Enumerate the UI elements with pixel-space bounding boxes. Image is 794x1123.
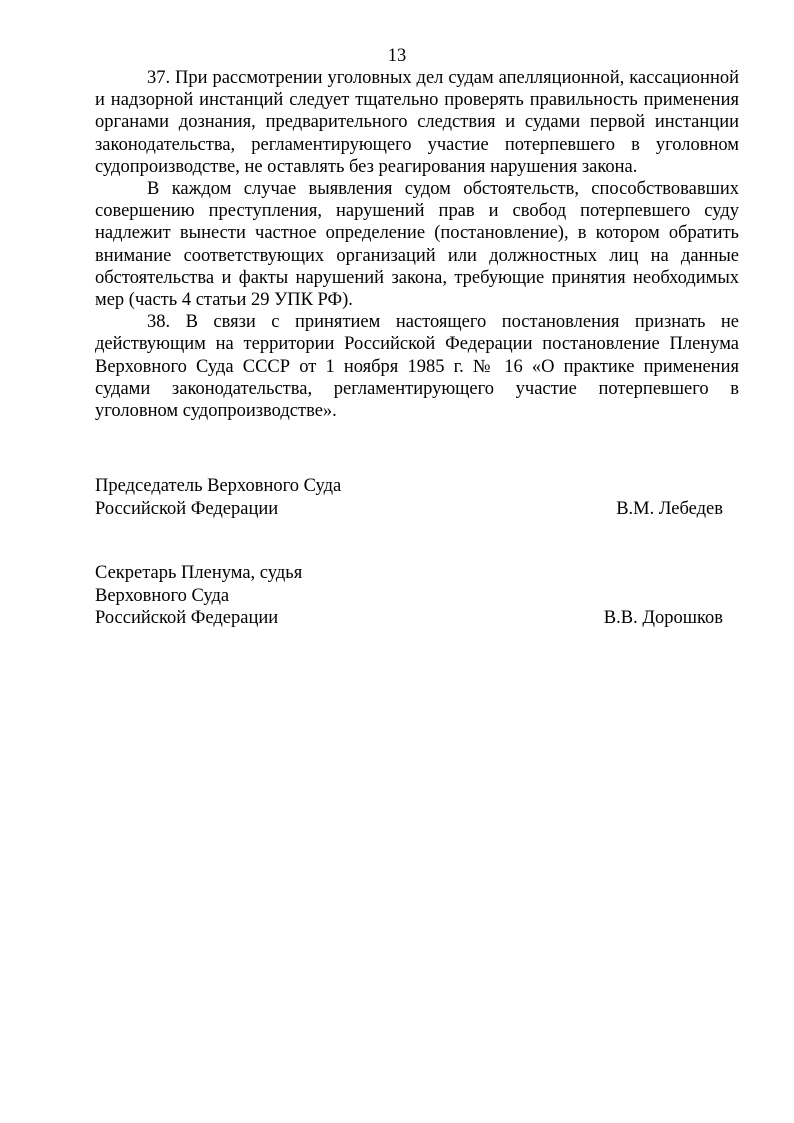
secretary-name: В.В. Дорошков <box>603 608 723 628</box>
chairman-title-line-2 <box>95 498 739 521</box>
paragraph-37-continuation: В каждом случае выявления судом обстоятельств, способствовавших совершению преступления, нарушений прав и свобод потерпевшего суду надлежит вынести частное определение (постановление), в котором обратить внимание соответствующих организаций или должностных лиц на данные обстоятельства и факты нарушений закона, требующие принятия необходимых мер (часть 4 статьи 29 УПК РФ). <box>95 179 739 311</box>
document-body <box>95 67 739 422</box>
chairman-signature-block <box>95 475 739 520</box>
page-number: 13 <box>387 46 407 66</box>
secretary-signature-block <box>95 562 739 630</box>
secretary-title-line-3-text: Российской Федерации <box>95 608 279 628</box>
paragraph-37: 37. При рассмотрении уголовных дел судам апелляционной, кассационной и надзорной инстанций следует тщательно проверять правильность применения органами дознания, предварительного следствия и судами первой инстанции законодательства, регламентирующего участие потерпевшего в уголовном судопроизводстве, не оставлять без реагирования нарушения закона. <box>95 68 739 177</box>
secretary-title-line-2: Верховного Суда <box>95 585 230 606</box>
chairman-title-line-2-text: Российской Федерации <box>95 498 279 519</box>
paragraph-38: 38. В связи с принятием настоящего постановления признать не действующим на территории Российской Федерации постановление Пленума Верховного Суда СССР от 1 ноября 1985 г. № 16 «О практике применения судами законодательства, регламентирующего участие потерпевшего в уголовном судопроизводстве». <box>95 312 739 422</box>
chairman-title-line-1: Председатель Верховного Суда <box>95 476 342 496</box>
secretary-title-line-3 <box>95 607 739 630</box>
chairman-name: В.М. Лебедев <box>616 498 723 519</box>
secretary-title-line-1: Секретарь Пленума, судья <box>95 563 303 583</box>
